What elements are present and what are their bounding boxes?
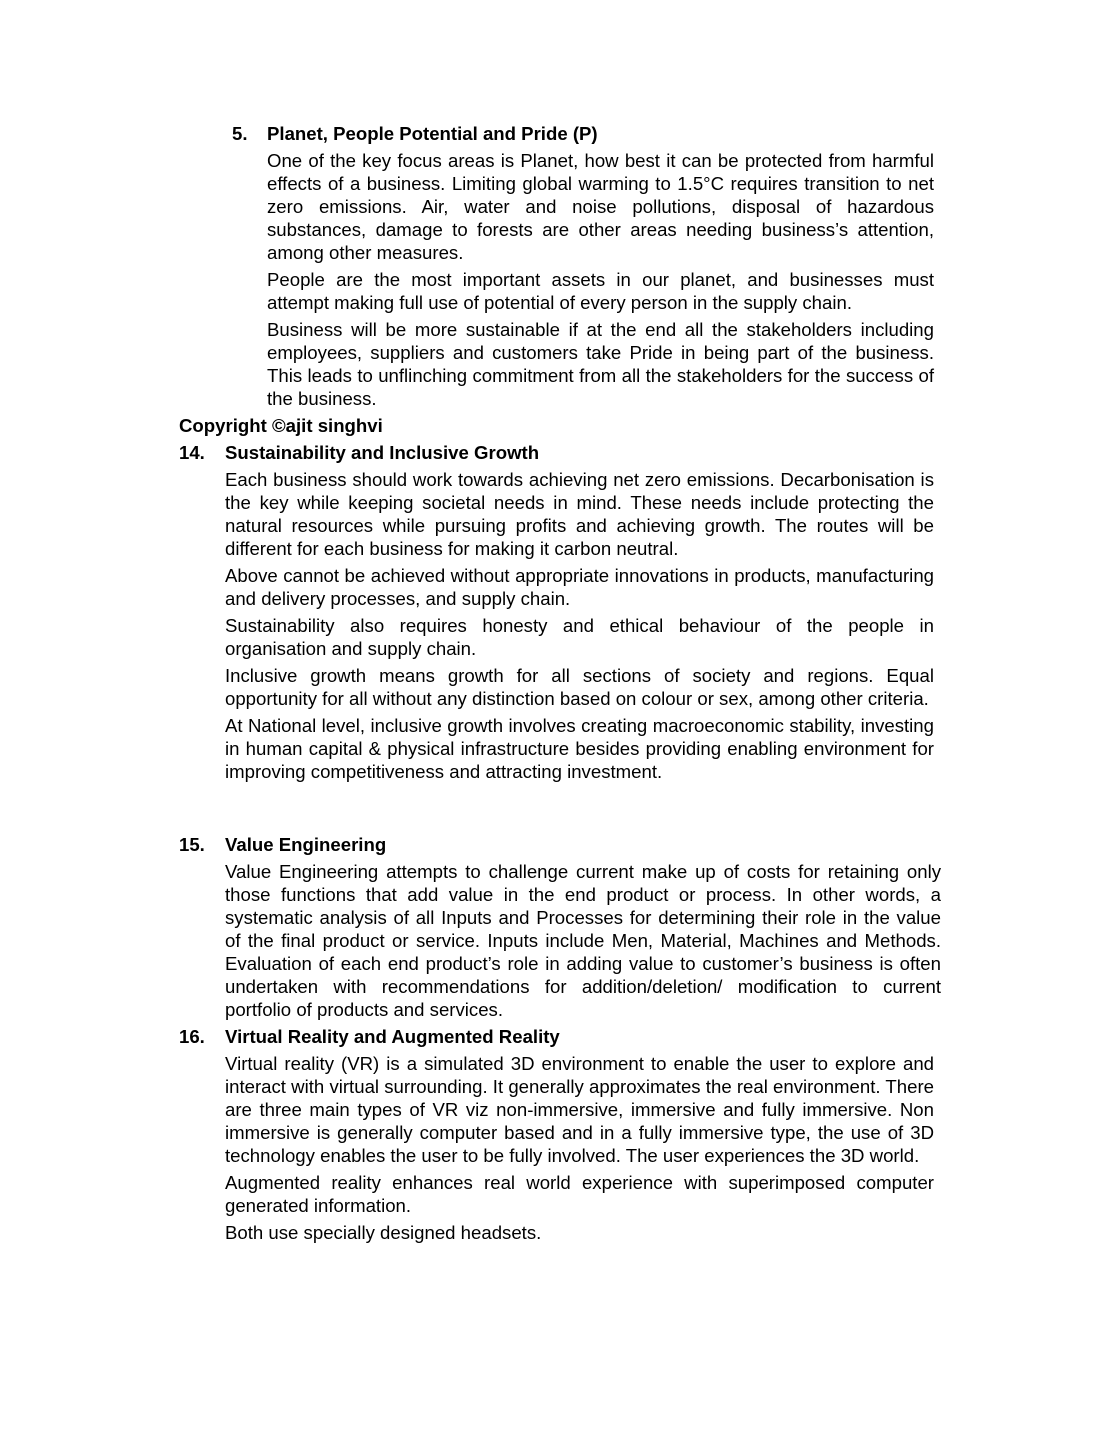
paragraph: At National level, inclusive growth involves creating macroeconomic stability, investing in human capital & physical infrastructure besides providing enabling environment for improving competitiveness and attracting investment. xyxy=(225,715,934,782)
section-body xyxy=(225,468,934,787)
section-title: Sustainability and Inclusive Growth xyxy=(225,442,540,463)
section-number: 14. xyxy=(179,442,205,463)
paragraph: One of the key focus areas is Planet, how best it can be protected from harmful effects of a business. Limiting global warming to 1.5°C requires transition to net zero emissions. Air, water and noise pollutions, disposal of hazardous substances, damage to forests are other areas needing business’s attention, among other measures. xyxy=(267,150,934,263)
section-number: 15. xyxy=(179,834,205,855)
paragraph: Inclusive growth means growth for all sections of society and regions. Equal opportunity for all without any distinction based on colour or sex, among other criteria. xyxy=(225,665,934,709)
section-title: Virtual Reality and Augmented Reality xyxy=(225,1026,560,1047)
subsection-body xyxy=(267,149,934,414)
paragraph: Both use specially designed headsets. xyxy=(225,1222,542,1243)
copyright-notice: Copyright ©ajit singhvi xyxy=(179,415,383,436)
subsection-number: 5. xyxy=(232,123,248,144)
section-body xyxy=(225,860,941,1025)
section-number: 16. xyxy=(179,1026,205,1047)
paragraph: Value Engineering attempts to challenge current make up of costs for retaining only those functions that add value in the end product or process. In other words, a systematic analysis of all Inputs and Processes for determining their role in the value of the final product or service. Inputs include Men, Material, Machines and Methods. Evaluation of each end product’s role in adding value to customer’s business is often undertaken with recommendations for addition/deletion/ modification to current portfolio of products and services. xyxy=(225,861,941,1020)
paragraph: Above cannot be achieved without appropriate innovations in products, manufacturing and delivery processes, and supply chain. xyxy=(225,565,934,609)
paragraph: Augmented reality enhances real world experience with superimposed computer generated information. xyxy=(225,1172,934,1216)
paragraph: People are the most important assets in our planet, and businesses must attempt making full use of potential of every person in the supply chain. xyxy=(267,269,934,313)
subsection-title: Planet, People Potential and Pride (P) xyxy=(267,123,598,144)
paragraph: Each business should work towards achieving net zero emissions. Decarbonisation is the key while keeping societal needs in mind. These needs include protecting the natural resources while pursuing profits and achieving growth. The routes will be different for each business for making it carbon neutral. xyxy=(225,469,934,559)
section-title: Value Engineering xyxy=(225,834,387,855)
paragraph: Business will be more sustainable if at the end all the stakeholders including employees, suppliers and customers take Pride in being part of the business. This leads to unflinching commitment from all the stakeholders for the success of the business. xyxy=(267,319,934,409)
paragraph: Sustainability also requires honesty and ethical behaviour of the people in organisation and supply chain. xyxy=(225,615,934,659)
paragraph: Virtual reality (VR) is a simulated 3D environment to enable the user to explore and interact with virtual surrounding. It generally approximates the real environment. There are three main types of VR viz non-immersive, immersive and fully immersive. Non immersive is generally computer based and in a fully immersive type, the use of 3D technology enables the user to be fully involved. The user experiences the 3D world. xyxy=(225,1053,934,1166)
section-body xyxy=(225,1052,934,1248)
